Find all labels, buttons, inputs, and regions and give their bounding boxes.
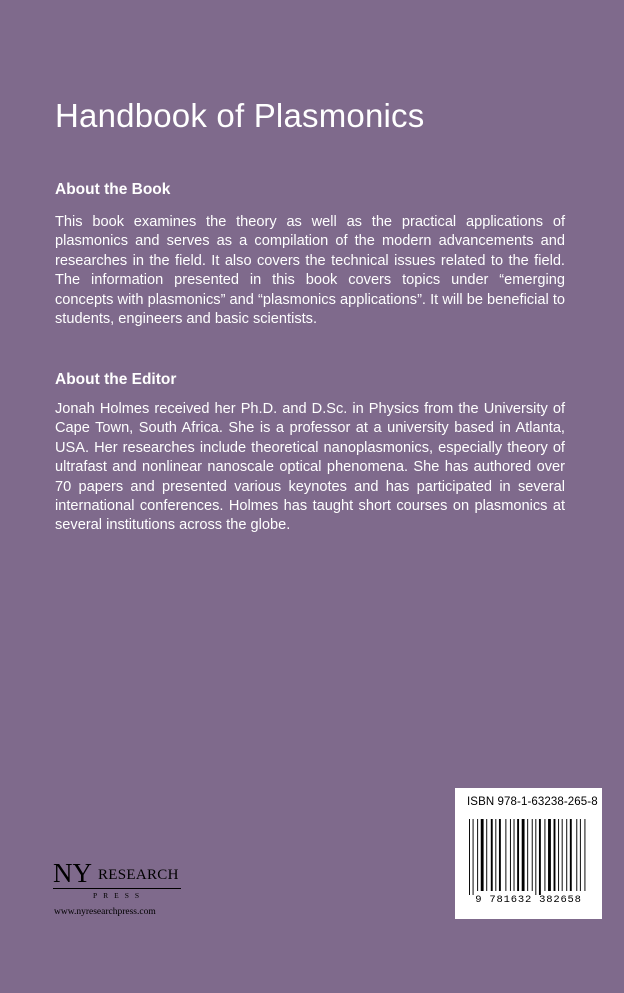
logo-ny-text: NY: [53, 858, 92, 888]
book-title: Handbook of Plasmonics: [55, 97, 425, 134]
logo-press-text: PRESS: [93, 891, 146, 900]
publisher-url: www.nyresearchpress.com: [54, 907, 156, 917]
logo-research-text: RESEARCH: [98, 867, 179, 883]
barcode-icon: [469, 819, 588, 895]
isbn-label: ISBN 978-1-63238-265-8: [467, 796, 598, 808]
about-book-text: This book examines the theory as well as the practical applications of plasmonics and serves as a compilation of the modern advancements and researches in the field. It also covers the technical issues related to the field. The information presented in this book covers topics under “emerging concepts with plasmonics” and “plasmonics applications”. It will be beneficial to students, engineers and basic scientists.: [55, 214, 565, 328]
about-book-heading: About the Book: [55, 181, 171, 198]
barcode-digits: 9 781632 382658: [475, 894, 582, 906]
about-editor-text: Jonah Holmes received her Ph.D. and D.Sc. in Physics from the University of Cape Town, South Africa. She is a professor at a university based in Atlanta, USA. Her researches include theoretical nanoplasmonics, especially theory of ultrafast and nonlinear nanoscale optical phenomena. She has authored over 70 papers and presented various keynotes and has participated in several international conferences. Holmes has taught short courses on plasmonics at several institutions across the globe.: [55, 401, 565, 534]
about-editor-heading: About the Editor: [55, 371, 177, 388]
logo-divider: [53, 888, 181, 889]
isbn-barcode-box: [455, 788, 602, 919]
